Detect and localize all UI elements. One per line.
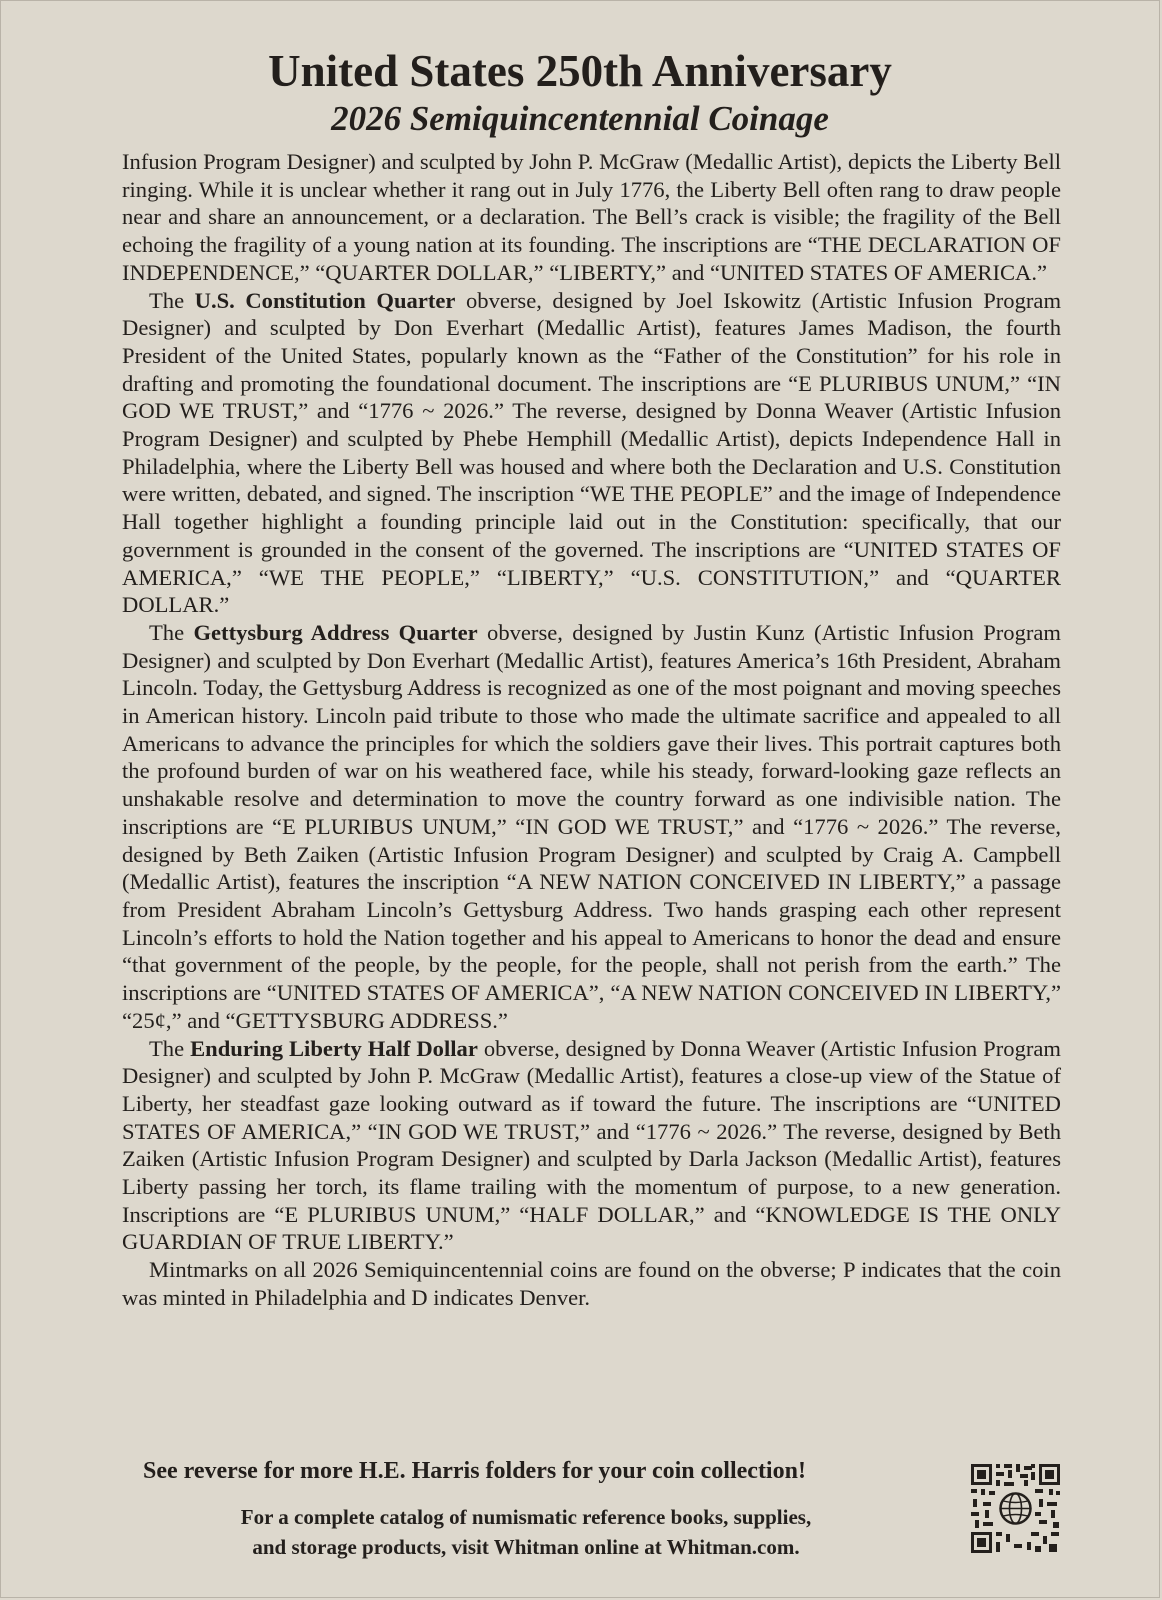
coin-name: U.S. Constitution Quarter bbox=[194, 287, 456, 313]
reverse-note: See reverse for more H.E. Harris folders for your coin collection! bbox=[143, 1458, 806, 1484]
paragraph-text: obverse, designed by Joel Iskowitz (Artistic Infusion Program Designer) and sculpted by Don Everhart (Medallic Artist), features James Madison, the fourth President of the United States, popularly known as the “Father of the Constitution” for his role in drafting and promoting the foundational document. The inscriptions are “E PLURIBUS UNUM,” “IN GOD WE TRUST,” and “1776 ~ 2026.” The reverse, designed by Donna Weaver (Artistic Infusion Program Designer) and sculpted by Phebe Hemphill (Medallic Artist), depicts Independence Hall in Philadelphia, where the Liberty Bell was housed and where both the Declaration and U.S. Constitution were written, debated, and signed. The inscription “WE THE PEOPLE” and the image of Independence Hall together highlight a founding principle laid out in the Constitution: specifically, that our government is grounded in the consent of the governed. The inscriptions are “UNITED STATES OF AMERICA,” “WE THE PEOPLE,” “LIBERTY,” “U.S. CONSTITUTION,” and “QUARTER DOLLAR.” bbox=[122, 287, 1062, 618]
paragraph-text: obverse, designed by Justin Kunz (Artistic Infusion Program Designer) and sculpted by Don Everhart (Medallic Artist), features America’s 16th President, Abraham Lincoln. Today, the Gettysburg Address is recognized as one of the most poignant and moving speeches in American history. Lincoln paid tribute to those who made the ultimate sacrifice and appealed to all Americans to advance the principles for which the soldiers gave their lives. This portrait captures both the profound burden of war on his weathered face, while his steady, forward-looking gaze reflects an unshakable resolve and determination to move the country forward as one indivisible nation. The inscriptions are “E PLURIBUS UNUM,” “IN GOD WE TRUST,” and “1776 ~ 2026.” The reverse, designed by Beth Zaiken (Artistic Infusion Program Designer) and sculpted by Craig A. Campbell (Medallic Artist), features the inscription “A NEW NATION CONCEIVED IN LIBERTY,” a passage from President Abraham Lincoln’s Gettysburg Address. Two hands grasping each other represent Lincoln’s efforts to hold the Nation together and his appeal to Americans to honor the dead and ensure “that government of the people, by the people, for the people, shall not perish from the earth.” The inscriptions are “UNITED STATES OF AMERICA”, “A NEW NATION CONCEIVED IN LIBERTY,” “25¢,” and “GETTYSBURG ADDRESS.” bbox=[122, 619, 1061, 1033]
catalog-note bbox=[141, 1502, 911, 1562]
paragraph-text: Infusion Program Designer) and sculpted by John P. McGraw (Medallic Artist), depicts the Liberty Bell ringing. While it is unclear whether it rang out in July 1776, the Liberty Bell often rang to draw people near and share an announcement, or a declaration. The Bell’s crack is visible; the fragility of the Bell echoing the fragility of a young nation at its founding. The inscriptions are “THE DECLARATION OF INDEPENDENCE,” “QUARTER DOLLAR,” “LIBERTY,” and “UNITED STATES OF AMERICA.” bbox=[122, 149, 1061, 285]
page-title: United States 250th Anniversary bbox=[268, 46, 892, 96]
body-text bbox=[122, 148, 1061, 1312]
catalog-note-line-2: and storage products, visit Whitman online at Whitman.com. bbox=[252, 1535, 800, 1559]
paragraph-text: The bbox=[149, 619, 194, 645]
paragraph-text: The bbox=[149, 287, 195, 313]
body-paragraph bbox=[122, 1256, 1061, 1311]
body-paragraph bbox=[122, 619, 1061, 1035]
catalog-note-line-1: For a complete catalog of numismatic reference books, supplies, bbox=[240, 1505, 812, 1529]
qr-code-icon bbox=[969, 1462, 1062, 1555]
body-paragraph bbox=[122, 1035, 1061, 1257]
paragraph-text: Mintmarks on all 2026 Semiquincentennial coins are found on the obverse; P indicates that the coin was minted in Philadelphia and D indicates Denver. bbox=[122, 1257, 1061, 1310]
coin-name: Enduring Liberty Half Dollar bbox=[190, 1035, 478, 1061]
paragraph-text: obverse, designed by Donna Weaver (Artistic Infusion Program Designer) and sculpted by John P. McGraw (Medallic Artist), features a close-up view of the Statue of Liberty, her steadfast gaze looking outward as if toward the future. The inscriptions are “UNITED STATES OF AMERICA,” “IN GOD WE TRUST,” and “1776 ~ 2026.” The reverse, designed by Beth Zaiken (Artistic Infusion Program Designer) and sculpted by Darla Jackson (Medallic Artist), features Liberty passing her torch, its flame trailing with the momentum of purpose, to a new generation. Inscriptions are “E PLURIBUS UNUM,” “HALF DOLLAR,” and “KNOWLEDGE IS THE ONLY GUARDIAN OF TRUE LIBERTY.” bbox=[122, 1035, 1061, 1255]
coin-name: Gettysburg Address Quarter bbox=[193, 619, 478, 645]
body-paragraph bbox=[122, 287, 1061, 619]
body-paragraph bbox=[122, 148, 1061, 287]
page-subtitle: 2026 Semiquincentennial Coinage bbox=[331, 99, 829, 138]
paragraph-text: The bbox=[149, 1035, 191, 1061]
